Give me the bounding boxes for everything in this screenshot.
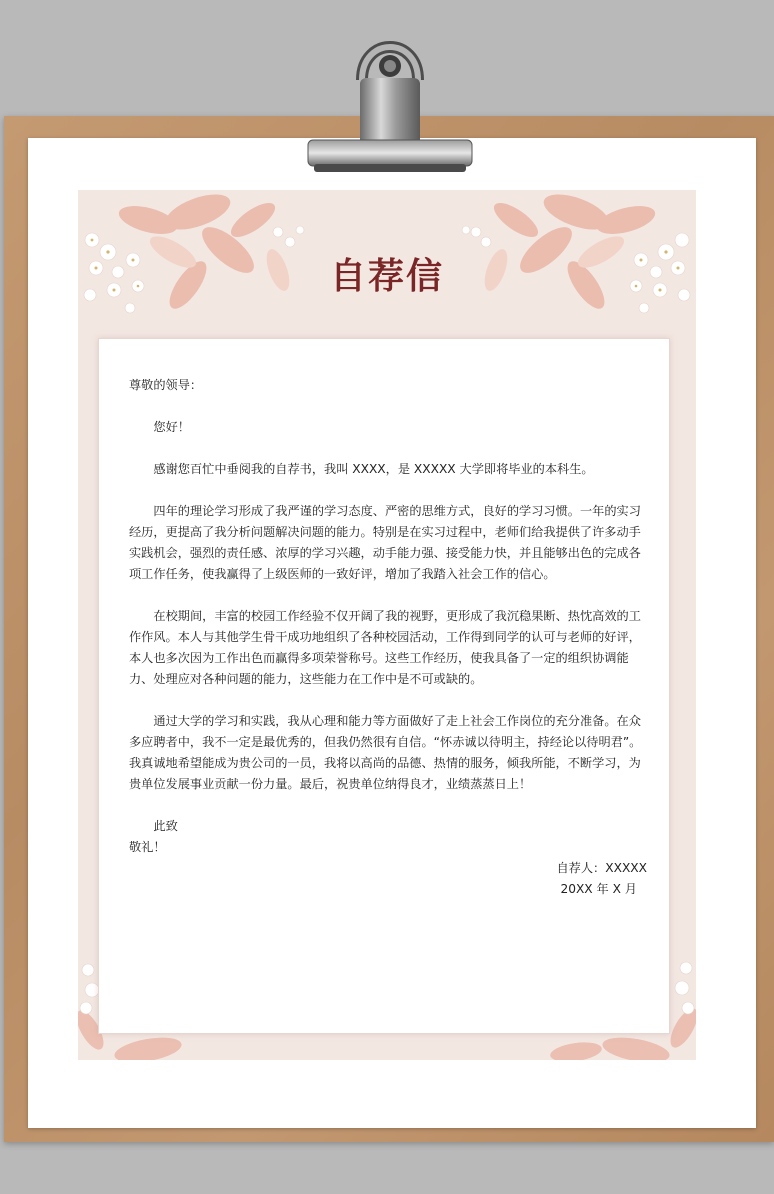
paragraph: 在校期间，丰富的校园工作经验不仅开阔了我的视野，更形成了我沉稳果断、热忱高效的工作作风。本人与其他学生骨干成功地组织了各种校园活动，工作得到同学的认可与老师的好评，本人也多次因为工作出色而赢得多项荣誉称号。这些工作经历，使我具备了一定的组织协调能力、处理应对各种问题的能力，这些能力在工作中是不可或缺的。 <box>129 609 641 686</box>
salutation: 尊敬的领导： <box>129 378 203 392</box>
paragraph: 通过大学的学习和实践，我从心理和能力等方面做好了走上社会工作岗位的充分准备。在众多应聘者中，我不一定是最优秀的，但我仍然很有自信。“怀赤诚以待明主，持经论以待明君”。我真诚地希望能成为贵公司的一员，我将以高尚的品德、热情的服务，倾我所能，不断学习，为贵单位发展事业贡献一份力量。最后，祝贵单位纳得良才，业绩蒸蒸日上！ <box>129 714 642 791</box>
closing-line-1: 此致 <box>153 819 178 833</box>
letter-title: 自荐信 <box>329 255 444 297</box>
letter-stationery <box>78 190 696 1060</box>
greeting: 您好！ <box>153 420 190 434</box>
closing-line-2: 敬礼！ <box>129 840 166 854</box>
signature: 自荐人：XXXXX <box>556 861 647 875</box>
binder-clip-icon <box>304 28 476 178</box>
clipboard <box>4 116 774 1142</box>
letter-body-panel <box>98 338 670 1034</box>
letter-date: 20XX 年 X 月 <box>560 882 637 896</box>
paragraph: 四年的理论学习形成了我严谨的学习态度、严密的思维方式，良好的学习习惯。一年的实习经历，更提高了我分析问题解决问题的能力。特别是在实习过程中，老师们给我提供了许多动手实践机会，强烈的责任感、浓厚的学习兴趣，动手能力强、接受能力快，并且能够出色的完成各项工作任务，使我赢得了上级医师的一致好评，增加了我踏入社会工作的信心。 <box>129 504 641 581</box>
paper-sheet <box>28 138 756 1128</box>
paragraph: 感谢您百忙中垂阅我的自荐书，我叫 XXXX，是 XXXXX 大学即将毕业的本科生。 <box>153 462 594 476</box>
letter-content <box>129 375 647 900</box>
